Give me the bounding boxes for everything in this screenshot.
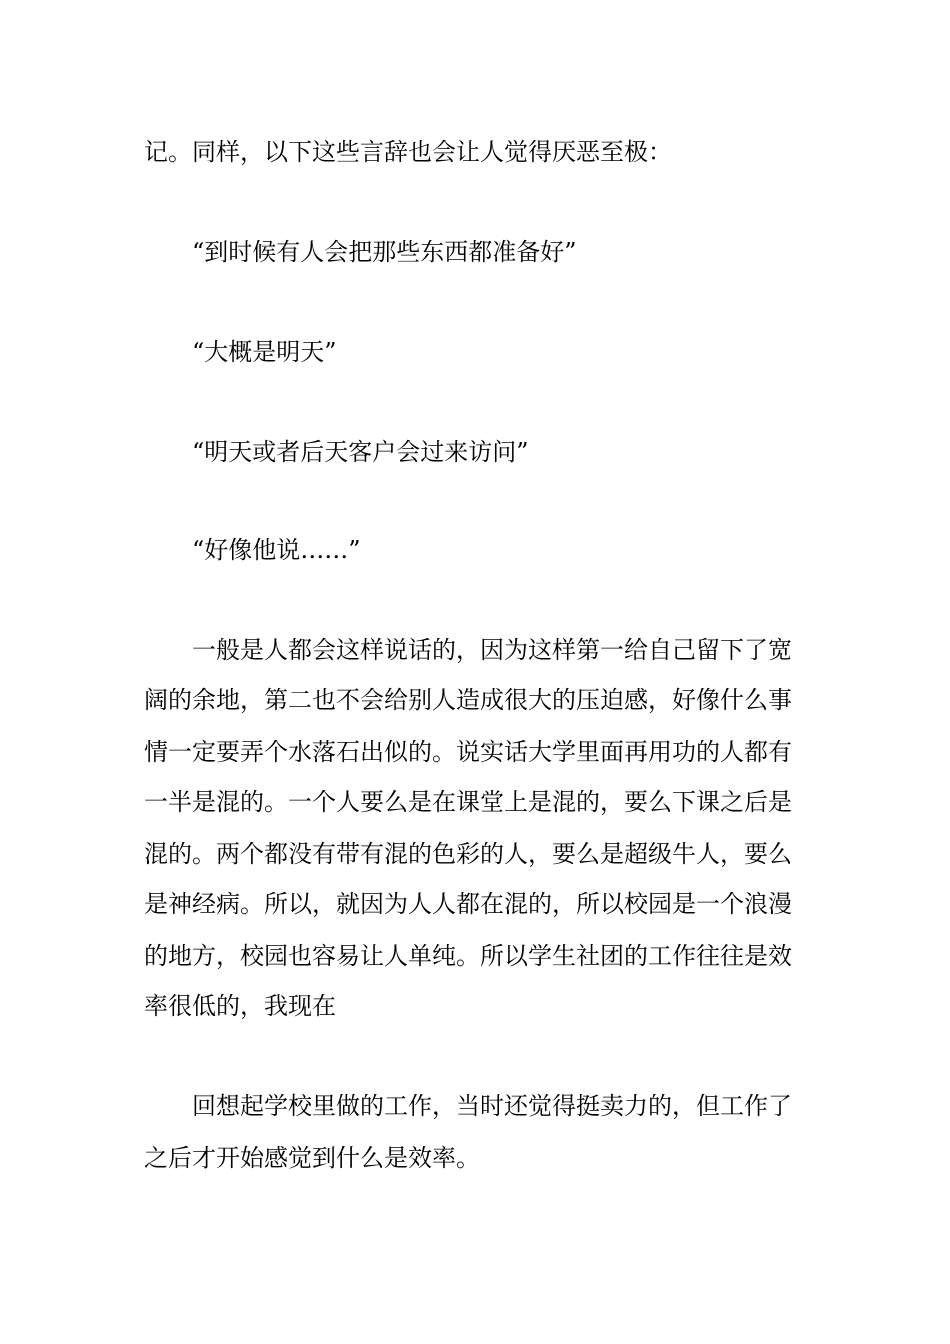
- paragraph-1-line-3: 情一定要弄个水落石出似的。说实话大学里面再用功的人都有: [144, 738, 792, 766]
- paragraph-2-line-1: 回想起学校里做的工作，当时还觉得挺卖力的，但工作了: [192, 1092, 792, 1120]
- paragraph-2-line-2: 之后才开始感觉到什么是效率。: [144, 1144, 480, 1172]
- paragraph-1-line-7: 的地方，校园也容易让人单纯。所以学生社团的工作往往是效: [144, 942, 792, 970]
- paragraph-1-line-4: 一半是混的。一个人要么是在课堂上是混的，要么下课之后是: [144, 788, 792, 816]
- paragraph-1-line-8: 率很低的，我现在: [144, 992, 336, 1020]
- paragraph-1-line-2: 阔的余地，第二也不会给别人造成很大的压迫感，好像什么事: [144, 686, 792, 714]
- paragraph-1-line-5: 混的。两个都没有带有混的色彩的人，要么是超级牛人，要么: [144, 840, 792, 868]
- paragraph-1-line-6: 是神经病。所以，就因为人人都在混的，所以校园是一个浪漫: [144, 890, 792, 918]
- paragraph-1-line-1: 一般是人都会这样说话的，因为这样第一给自己留下了宽: [192, 636, 792, 664]
- quote-line-4: “好像他说……”: [192, 536, 361, 564]
- quote-line-3: “明天或者后天客户会过来访问”: [192, 438, 529, 466]
- quote-line-2: “大概是明天”: [192, 338, 337, 366]
- quote-line-1: “到时候有人会把那些东西都准备好”: [192, 238, 577, 266]
- text-line-intro: 记。同样，以下这些言辞也会让人觉得厌恶至极：: [144, 138, 672, 166]
